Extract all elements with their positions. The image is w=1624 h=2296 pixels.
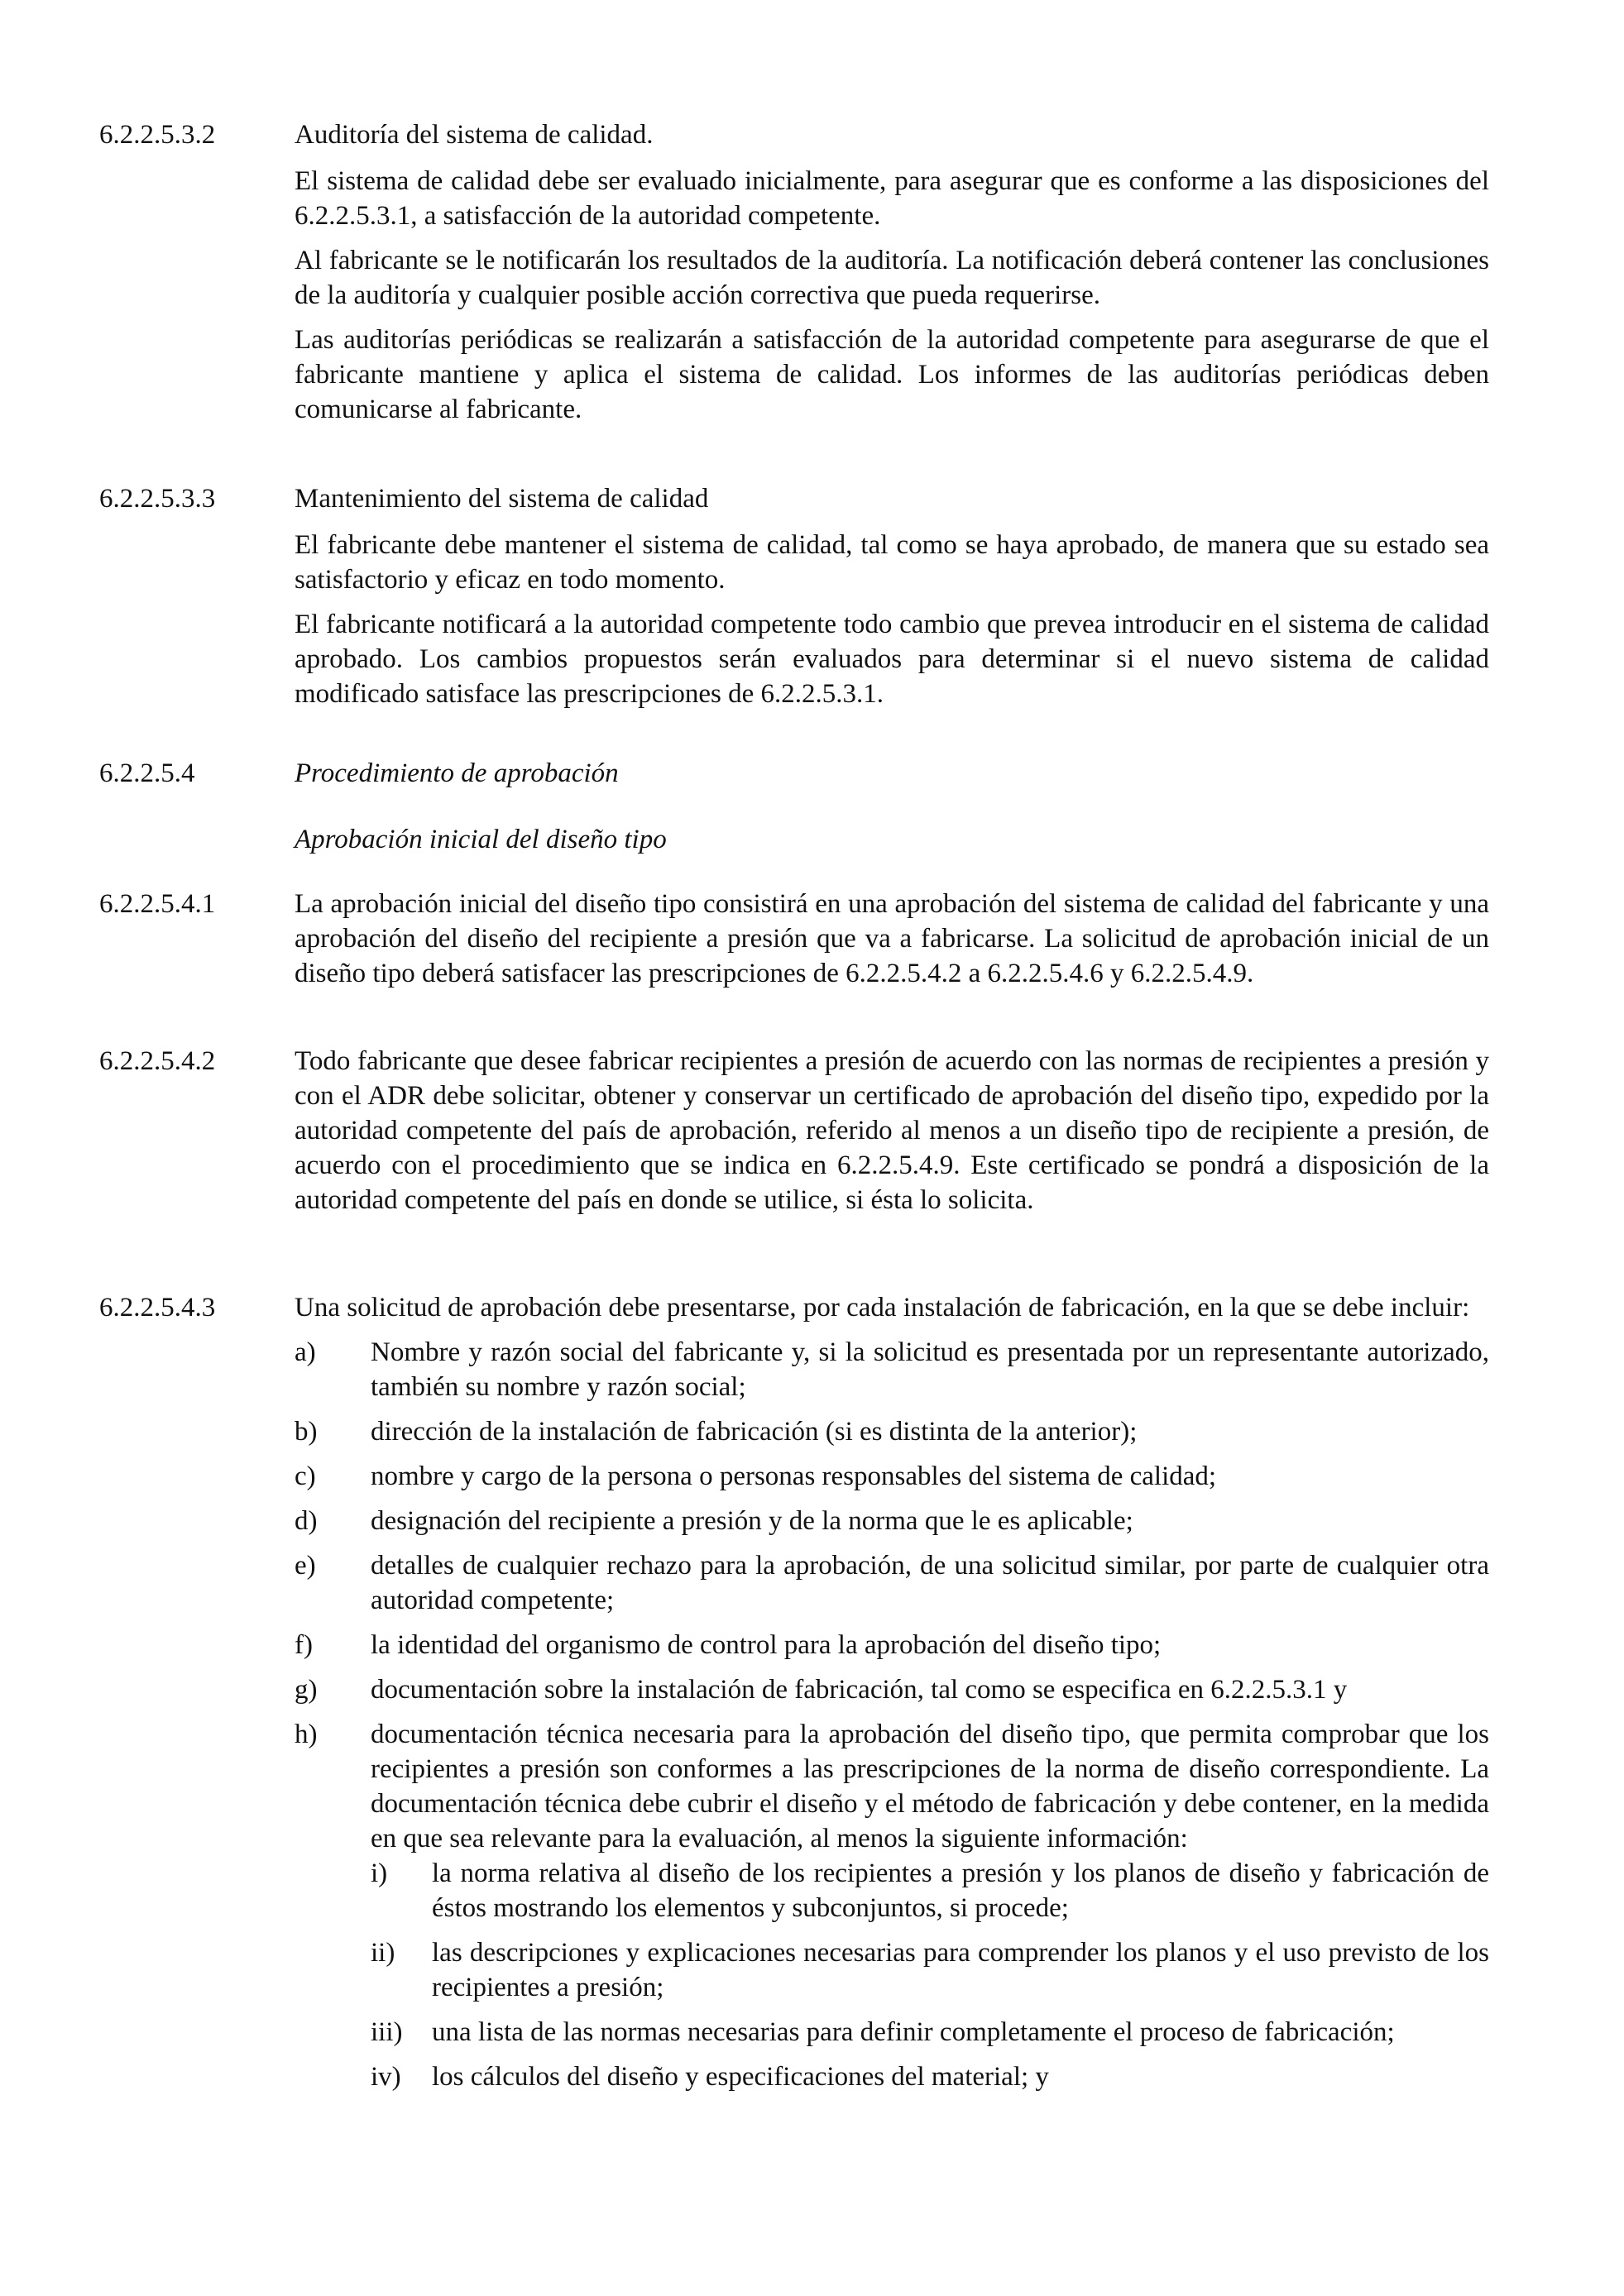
list-item-label: e) <box>295 1551 316 1581</box>
paragraph: Al fabricante se le notificarán los resultados de la auditoría. La notificación deberá contener las conclusiones de la auditoría y cualquier posible acción correctiva que pueda requerirse. <box>295 246 1489 310</box>
paragraph: Una solicitud de aprobación debe presentarse, por cada instalación de fabricación, en la que se debe incluir: <box>295 1293 1470 1323</box>
list-item <box>295 1672 1489 1707</box>
section-number: 6.2.2.5.4.1 <box>99 889 216 919</box>
list-item <box>295 1335 1489 1404</box>
section-number: 6.2.2.5.4.3 <box>99 1293 216 1323</box>
list-item-text: Nombre y razón social del fabricante y, si la solicitud es presentada por un representante autorizado, también su nombre y razón social; <box>371 1337 1489 1402</box>
sub-list-item-label: iv) <box>371 2062 401 2092</box>
sub-list-item-text: las descripciones y explicaciones necesarias para comprender los planos y el uso previsto de los recipientes a presión; <box>432 1938 1489 2002</box>
list-item-text: documentación técnica necesaria para la aprobación del diseño tipo, que permita comprobar que los recipientes a presión son conformes a las prescripciones de la norma de diseño correspondiente. La documentación técnica debe cubrir el diseño y el método de fabricación y debe contener, en la medida en que sea relevante para la evaluación, al menos la siguiente información: <box>371 1720 1489 1854</box>
sub-list-item-text: una lista de las normas necesarias para definir completamente el proceso de fabricación; <box>432 2017 1395 2047</box>
section-number: 6.2.2.5.3.3 <box>99 484 216 514</box>
list-item <box>295 1459 1489 1494</box>
sub-list <box>371 1856 1489 2094</box>
list-item-text: documentación sobre la instalación de fabricación, tal como se especifica en 6.2.2.5.3.1 y <box>371 1675 1348 1705</box>
sub-list-item-label: ii) <box>371 1938 395 1968</box>
sub-list-item-text: la norma relativa al diseño de los recipientes a presión y los planos de diseño y fabricación de éstos mostrando los elementos y subconjuntos, si procede; <box>432 1858 1489 1923</box>
paragraph: La aprobación inicial del diseño tipo consistirá en una aprobación del sistema de calidad del fabricante y una aprobación del diseño del recipiente a presión que va a fabricarse. La solicitud de aprobación inicial de un diseño tipo deberá satisfacer las prescripciones de 6.2.2.5.4.2 a 6.2.2.5.4.6 y 6.2.2.5.4.9. <box>295 889 1489 988</box>
sub-list-item <box>371 2015 1489 2050</box>
section-6-2-2-5-3-2 <box>99 117 1489 437</box>
list-item-label: f) <box>295 1630 313 1660</box>
list-item-text: dirección de la instalación de fabricación (si es distinta de la anterior); <box>371 1417 1138 1447</box>
section-number: 6.2.2.5.4 <box>99 758 195 788</box>
paragraph: El fabricante debe mantener el sistema de calidad, tal como se haya aprobado, de manera que su estado sea satisfactorio y eficaz en todo momento. <box>295 530 1489 595</box>
list-item-label: h) <box>295 1720 318 1749</box>
section-6-2-2-5-4-1 <box>99 887 1489 1001</box>
paragraph: El sistema de calidad debe ser evaluado inicialmente, para asegurar que es conforme a las disposiciones del 6.2.2.5.3.1, a satisfacción de la autoridad competente. <box>295 166 1489 231</box>
list-item-text: nombre y cargo de la persona o personas responsables del sistema de calidad; <box>371 1461 1217 1491</box>
section-title: Auditoría del sistema de calidad. <box>295 120 654 150</box>
paragraph: Las auditorías periódicas se realizarán a satisfacción de la autoridad competente para asegurarse de que el fabricante mantiene y aplica el sistema de calidad. Los informes de las auditorías periódicas deben comunicarse al fabricante. <box>295 325 1489 424</box>
section-number: 6.2.2.5.3.2 <box>99 120 216 150</box>
list-item-label: a) <box>295 1337 316 1367</box>
section-6-2-2-5-4-3 <box>99 1290 1489 2104</box>
list-item <box>295 1628 1489 1662</box>
list-item-label: g) <box>295 1675 318 1705</box>
section-title: Mantenimiento del sistema de calidad <box>295 484 709 514</box>
section-subtitle: Aprobación inicial del diseño tipo <box>295 825 667 854</box>
list-item <box>295 1414 1489 1449</box>
section-number: 6.2.2.5.4.2 <box>99 1046 216 1076</box>
paragraph: Todo fabricante que desee fabricar recipientes a presión de acuerdo con las normas de recipientes a presión y con el ADR debe solicitar, obtener y conservar un certificado de aprobación del diseño tipo, expedido por la autoridad competente del país de aprobación, referido al menos a un diseño tipo de recipiente a presión, de acuerdo con el procedimiento que se indica en 6.2.2.5.4.9. Este certificado se pondrá a disposición de la autoridad competente del país en donde se utilice, si ésta lo solicita. <box>295 1046 1489 1215</box>
section-title: Procedimiento de aprobación <box>295 758 619 788</box>
sub-list-item <box>371 1935 1489 2005</box>
list-item-text: la identidad del organismo de control para la aprobación del diseño tipo; <box>371 1630 1162 1660</box>
list-item-label: c) <box>295 1461 316 1491</box>
sub-list-item <box>371 2059 1489 2094</box>
requirements-list <box>295 1335 1489 2094</box>
list-item-label: d) <box>295 1506 318 1536</box>
section-6-2-2-5-3-3 <box>99 481 1489 721</box>
list-item-text: designación del recipiente a presión y de la norma que le es aplicable; <box>371 1506 1133 1536</box>
sub-list-item <box>371 1856 1489 1925</box>
sub-list-item-label: iii) <box>371 2017 403 2047</box>
list-item <box>295 1504 1489 1538</box>
section-6-2-2-5-4-2 <box>99 1044 1489 1227</box>
list-item <box>295 1548 1489 1618</box>
list-item-label: b) <box>295 1417 318 1447</box>
paragraph: El fabricante notificará a la autoridad competente todo cambio que prevea introducir en el sistema de calidad aprobado. Los cambios propuestos serán evaluados para determinar si el nuevo sistema de calidad modificado satisface las prescripciones de 6.2.2.5.3.1. <box>295 610 1489 709</box>
section-6-2-2-5-4 <box>99 756 1489 867</box>
sub-list-item-text: los cálculos del diseño y especificaciones del material; y <box>432 2062 1049 2092</box>
sub-list-item-label: i) <box>371 1858 388 1888</box>
list-item <box>295 1717 1489 2094</box>
list-item-text: detalles de cualquier rechazo para la aprobación, de una solicitud similar, por parte de cualquier otra autoridad competente; <box>371 1551 1489 1615</box>
